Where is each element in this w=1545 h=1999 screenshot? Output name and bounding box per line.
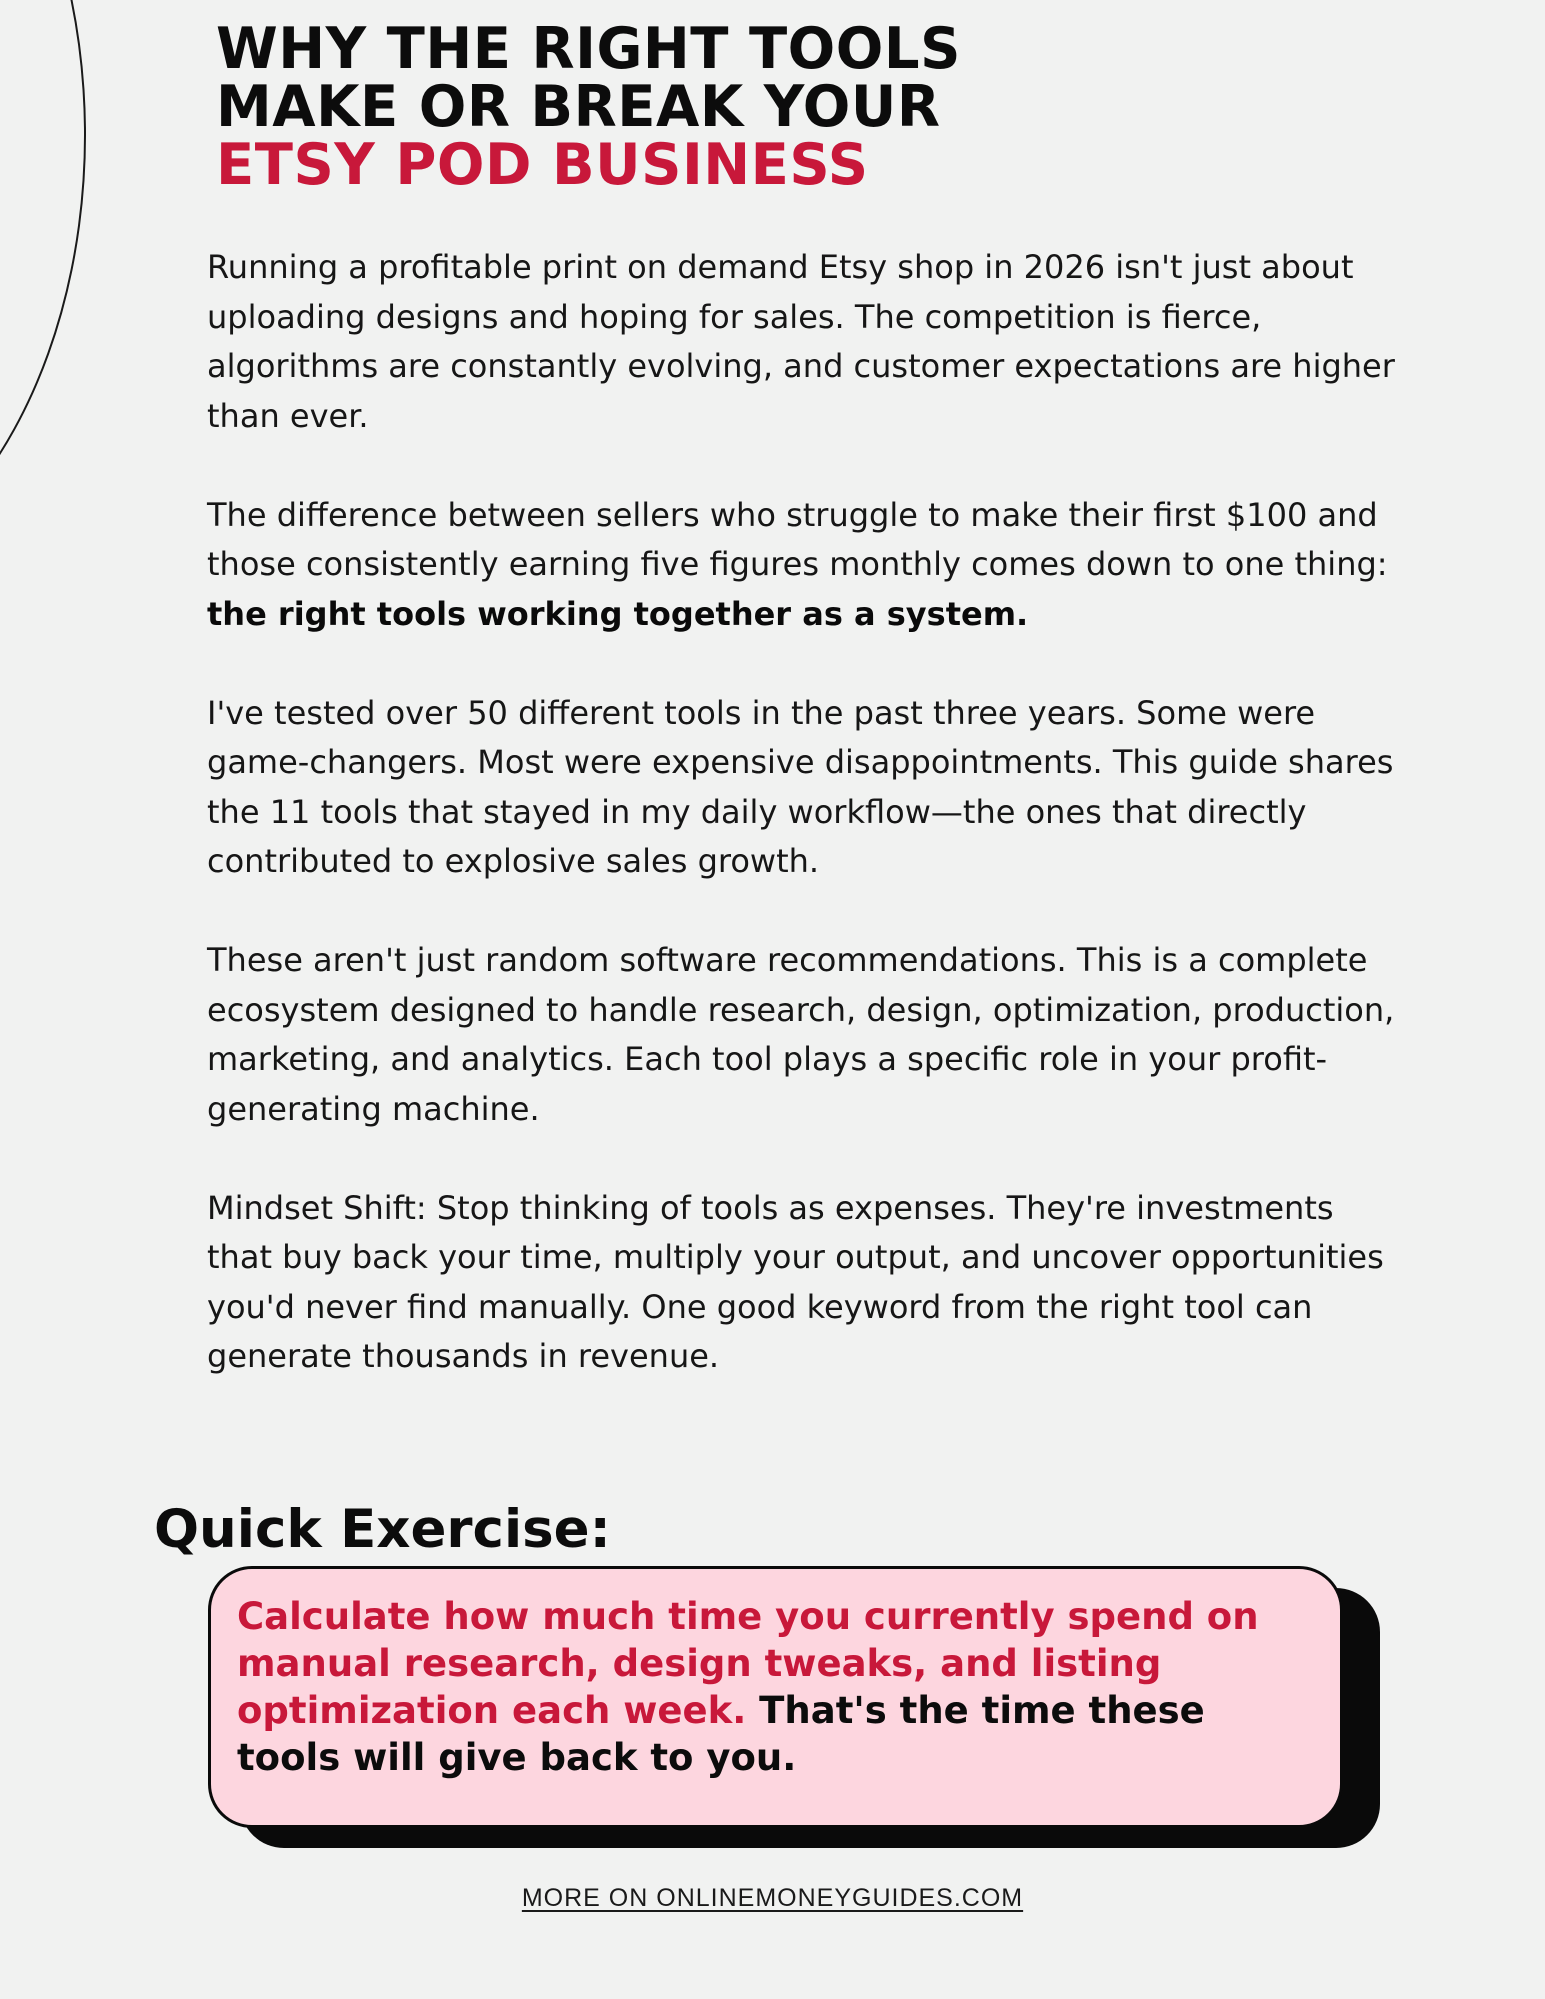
body-content	[207, 243, 1397, 1382]
exercise-card	[208, 1566, 1343, 1828]
decorative-arc	[0, 0, 86, 600]
paragraph-difference	[207, 491, 1397, 640]
paragraph-difference-emphasis: the right tools working together as a system.	[207, 594, 1029, 633]
exercise-text-highlight: Calculate how much time you currently spend on manual research, design tweaks, and listing optimization each week.	[237, 1595, 1259, 1732]
page-title	[216, 15, 1316, 199]
page-title-line-2: MAKE OR BREAK YOUR	[216, 74, 941, 141]
paragraph-mindset-shift: Mindset Shift: Stop thinking of tools as expenses. They're investments that buy back your time, multiply your output, and uncover opportunities you'd never find manually. One good keyword from the right tool can generate thousands in revenue.	[207, 1188, 1384, 1375]
paragraph-intro: Running a profitable print on demand Etsy shop in 2026 isn't just about uploading designs and hoping for sales. The competition is fierce, algorithms are constantly evolving, and customer expectations are higher than ever.	[207, 248, 1395, 435]
paragraph-tested-tools: I've tested over 50 different tools in the past three years. Some were game-changers. Most were expensive disappointments. This guide shares the 11 tools that stayed in my daily workflow—the ones that directly contributed to explosive sales growth.	[207, 693, 1394, 880]
page-title-line-1: WHY THE RIGHT TOOLS	[216, 15, 961, 83]
exercise-title: Quick Exercise:	[154, 1499, 611, 1560]
footer-website-link[interactable]: MORE ON ONLINEMONEYGUIDES.COM	[521, 1884, 1024, 1912]
page-title-line-3-accent: ETSY POD BUSINESS	[216, 132, 869, 199]
paragraph-ecosystem: These aren't just random software recommendations. This is a complete ecosystem designed to handle research, design, optimization, production, marketing, and analytics. Each tool plays a specific role in your profit-generating machine.	[207, 941, 1395, 1128]
paragraph-difference-lead: The difference between sellers who struggle to make their first $100 and those consistently earning five figures monthly comes down to one thing:	[207, 495, 1388, 583]
exercise-text	[237, 1593, 1310, 1781]
exercise-text-rest: That's the time these tools will give back to you.	[237, 1689, 1205, 1779]
